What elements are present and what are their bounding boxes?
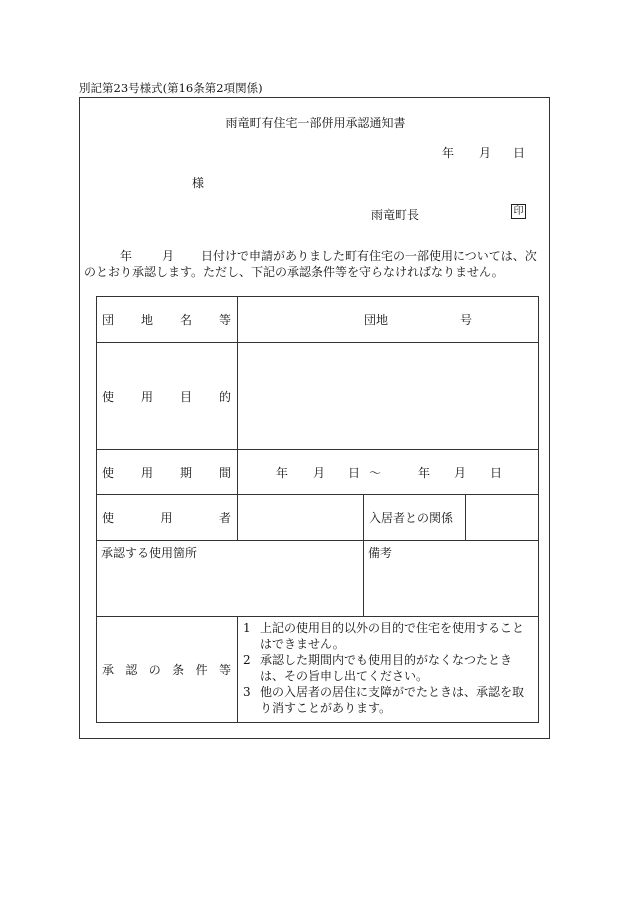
relation-label-cell (364, 495, 466, 541)
issue-date-month: 月 (479, 146, 492, 160)
period-label-cell (97, 450, 238, 495)
notice-body (84, 248, 548, 280)
body-text: 日付けで申請がありました町有住宅の一部使用については、次のとおり承認します。ただし、下記の承認条件等を守らなければなりません。 (84, 249, 537, 279)
body-year: 年 (120, 249, 133, 263)
danchi-label: 団 地 名 等 (102, 313, 231, 327)
user-label: 使 用 者 (102, 511, 231, 525)
danchi-value-cell[interactable] (238, 297, 539, 343)
location-label: 承認する使用箇所 (101, 546, 198, 560)
danchi-suffix: 号 (460, 313, 473, 327)
remarks-cell[interactable] (364, 541, 539, 617)
issue-date-day: 日 (513, 146, 526, 160)
details-table (96, 296, 539, 723)
danchi-label-cell (97, 297, 238, 343)
period-end-year: 年 (418, 466, 431, 480)
location-cell[interactable] (97, 541, 364, 617)
document-title: 雨竜町有住宅一部併用承認通知書 (225, 116, 406, 130)
seal-mark: 印 (511, 204, 526, 219)
remarks-label: 備考 (368, 546, 393, 560)
period-start-month: 月 (313, 466, 326, 480)
condition-item: 2 承認した期間内でも使用目的がなくなつたときは、その旨申し出てください。 (243, 653, 513, 683)
danchi-prefix: 団地 (364, 313, 389, 327)
relation-label: 入居者との関係 (369, 511, 454, 525)
purpose-value-cell[interactable] (238, 343, 539, 450)
form-number: 別記第23号様式(第16条第2項関係) (79, 81, 263, 95)
period-value-cell[interactable] (238, 450, 539, 495)
period-label: 使 用 期 間 (102, 465, 231, 480)
user-value-cell[interactable] (238, 495, 364, 541)
issuer-name: 雨竜町長 (371, 208, 420, 222)
notice-frame (79, 97, 550, 739)
conditions-cell (238, 617, 539, 723)
condition-item: 3 他の入居者の居住に支障がでたときは、承認を取り消すことがあります。 (243, 685, 525, 715)
condition-item: 1 上記の使用目的以外の目的で住宅を使用することはできません。 (243, 621, 525, 651)
period-start-day: 日 (348, 466, 361, 480)
period-end-day: 日 (490, 466, 503, 480)
addressee-honorific: 様 (192, 176, 205, 190)
conditions-label: 承 認 の 条 件 等 (102, 663, 231, 677)
purpose-label-cell (97, 343, 238, 450)
period-separator: ～ (369, 466, 382, 480)
conditions-label-cell (97, 617, 238, 723)
purpose-label: 使 用 目 的 (102, 389, 231, 404)
issue-date-year: 年 (442, 146, 455, 160)
relation-value-cell[interactable] (466, 495, 539, 541)
body-month: 月 (162, 249, 175, 263)
period-end-month: 月 (454, 466, 467, 480)
user-label-cell (97, 495, 238, 541)
period-start-year: 年 (276, 466, 289, 480)
